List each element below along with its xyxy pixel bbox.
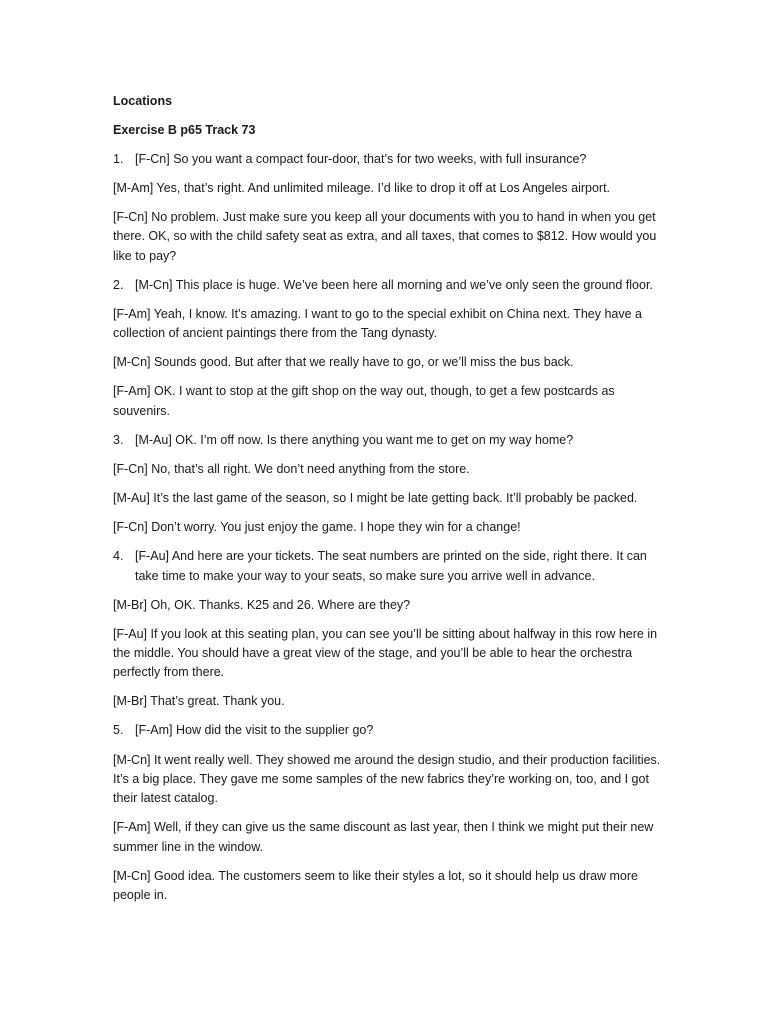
item-number: 5. [113, 723, 124, 738]
numbered-paragraph [113, 547, 673, 586]
paragraph-text: [M-Am] Yes, that’s right. And unlimited mileage. I’d like to drop it off at Los Angeles airport. [113, 181, 611, 196]
paragraph-text: [M-Cn] Good idea. The customers seem to like their styles a lot, so it should help us draw more people in. [113, 868, 638, 902]
transcript-paragraph [113, 353, 673, 372]
transcript-paragraph [113, 305, 673, 344]
transcript-paragraph [113, 518, 673, 537]
transcript-paragraph [113, 179, 673, 198]
transcript-paragraph [113, 489, 673, 508]
paragraph-text: [F-Cn] Don’t worry. You just enjoy the game. I hope they win for a change! [113, 520, 521, 535]
paragraph-text: [F-Au] If you look at this seating plan, you can see you’ll be sitting about halfway in this row here in the middle. You should have a great view of the stage, and you’ll be able to hear the orchestra perfectly from there. [113, 626, 658, 680]
paragraph-text: [F-Am] How did the visit to the supplier go? [135, 723, 374, 738]
transcript-paragraph [113, 460, 673, 479]
numbered-paragraph [113, 150, 673, 169]
document-title: Locations [113, 94, 173, 108]
transcript-paragraph [113, 818, 673, 857]
paragraph-text: [F-Au] And here are your tickets. The seat numbers are printed on the side, right there. It can take time to make your way to your seats, so make sure you arrive well in advance. [135, 549, 647, 583]
paragraph-text: [M-Cn] It went really well. They showed me around the design studio, and their production facilities. It’s a big place. They gave me some samples of the new fabrics they’re working on, too, and I got their latest catalog. [113, 752, 661, 806]
paragraph-text: [F-Cn] No, that’s all right. We don’t need anything from the store. [113, 461, 470, 476]
transcript-paragraph [113, 208, 673, 266]
numbered-paragraph [113, 276, 673, 295]
transcript-paragraph [113, 751, 673, 809]
transcript [113, 150, 673, 905]
item-number: 1. [113, 152, 124, 166]
transcript-paragraph [113, 625, 673, 683]
transcript-paragraph [113, 382, 673, 421]
paragraph-text: [F-Am] Well, if they can give us the same discount as last year, then I think we might put their new summer line in the window. [113, 820, 654, 854]
paragraph-text: [M-Au] It’s the last game of the season, so I might be late getting back. It’ll probably be packed. [113, 491, 638, 506]
paragraph-text: [M-Br] Oh, OK. Thanks. K25 and 26. Where are they? [113, 597, 411, 612]
transcript-paragraph [113, 692, 673, 711]
item-number: 3. [113, 432, 124, 447]
paragraph-text: [F-Cn] No problem. Just make sure you keep all your documents with you to hand in when you get there. OK, so with the child safety seat as extra, and all taxes, that comes to $812. How would you like to pay? [113, 210, 657, 263]
paragraph-text: [M-Au] OK. I’m off now. Is there anything you want me to get on my way home? [135, 432, 574, 447]
paragraph-text: [M-Br] That’s great. Thank you. [113, 694, 285, 709]
item-number: 4. [113, 549, 124, 564]
transcript-paragraph [113, 596, 673, 615]
item-number: 2. [113, 277, 124, 292]
transcript-paragraph [113, 867, 673, 906]
exercise-heading: Exercise B p65 Track 73 [113, 123, 256, 137]
paragraph-text: [M-Cn] Sounds good. But after that we really have to go, or we’ll miss the bus back. [113, 355, 574, 370]
numbered-paragraph [113, 431, 673, 450]
paragraph-text: [F-Am] OK. I want to stop at the gift shop on the way out, though, to get a few postcards as souvenirs. [113, 384, 615, 418]
paragraph-text: [F-Am] Yeah, I know. It’s amazing. I want to go to the special exhibit on China next. They have a collection of ancient paintings there from the Tang dynasty. [113, 306, 643, 341]
document-body [113, 92, 673, 915]
paragraph-text: [F-Cn] So you want a compact four-door, that’s for two weeks, with full insurance? [135, 152, 587, 166]
numbered-paragraph [113, 721, 673, 740]
paragraph-text: [M-Cn] This place is huge. We’ve been here all morning and we’ve only seen the ground floor. [135, 277, 653, 292]
